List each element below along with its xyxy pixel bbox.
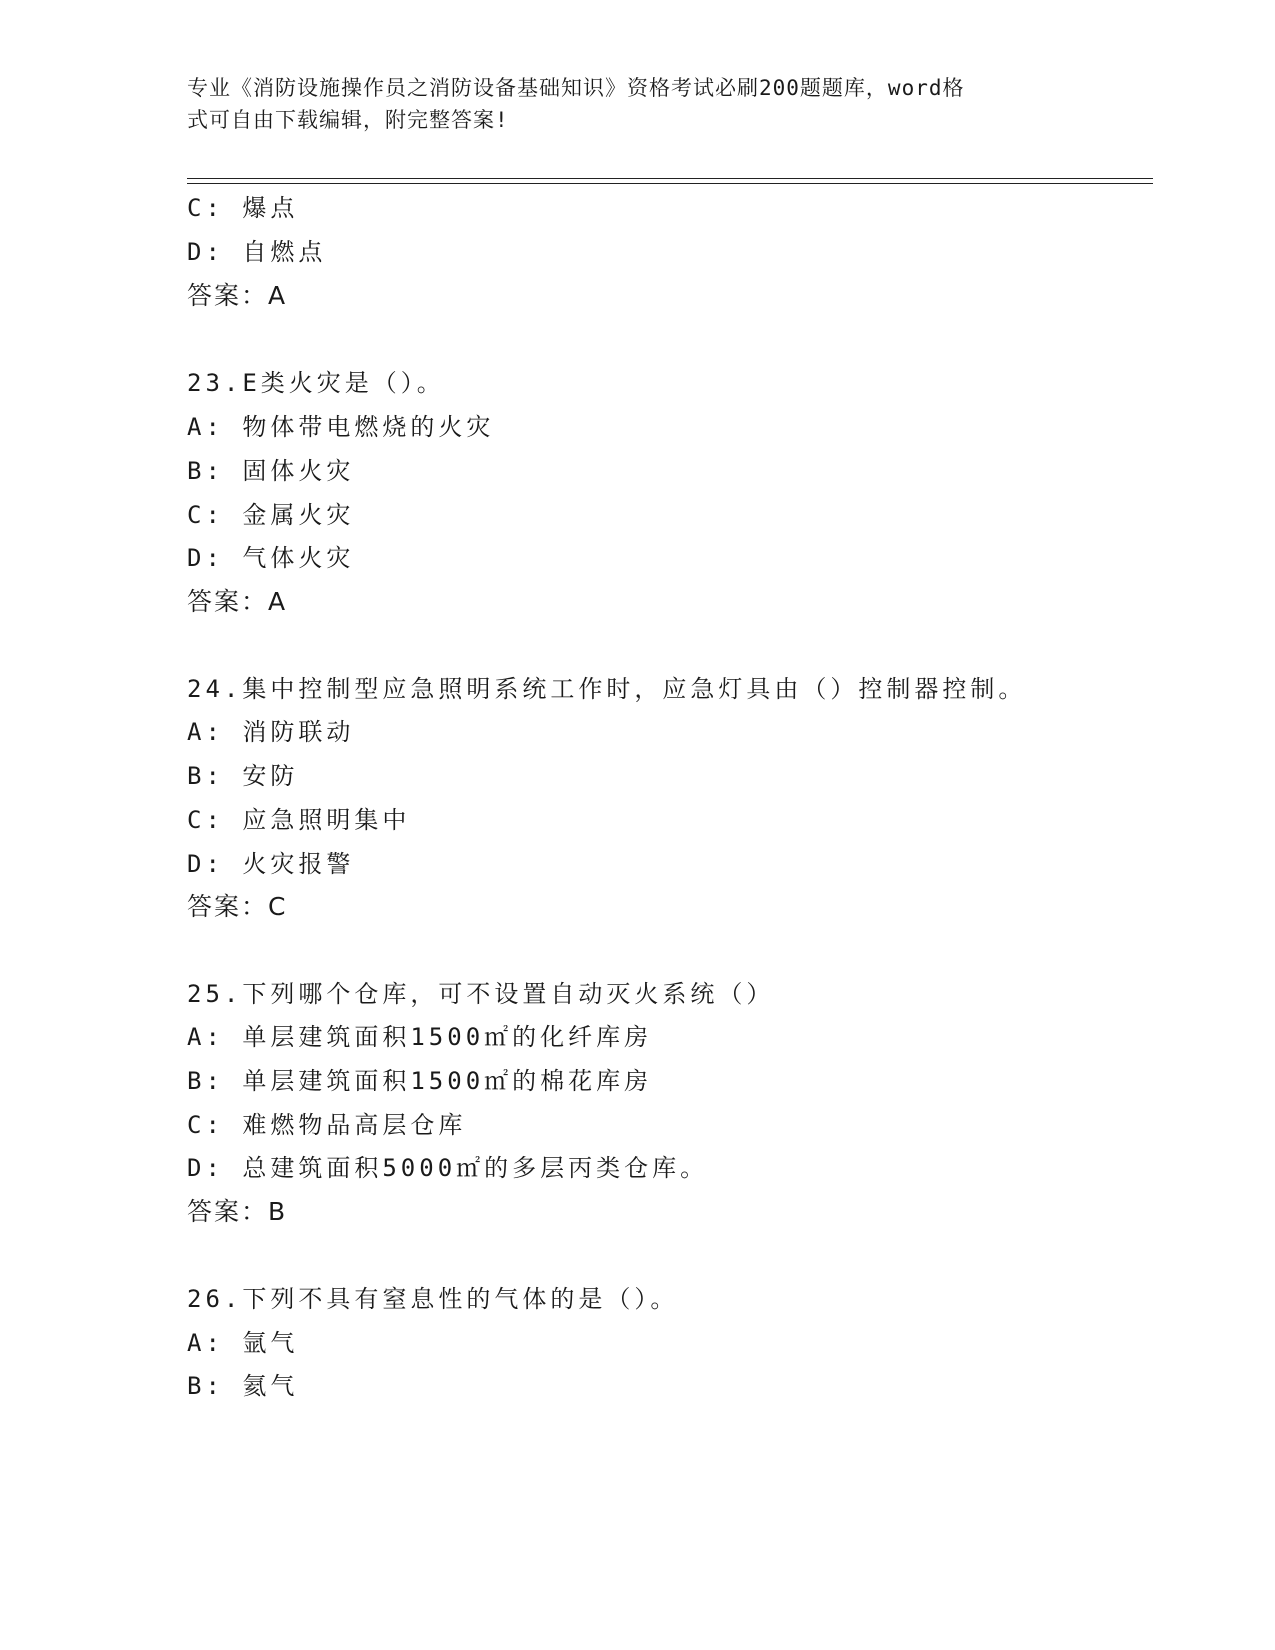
question-26-stem: 26.下列不具有窒息性的气体的是（）。: [187, 1285, 679, 1313]
question-23-answer: 答案：A: [187, 587, 288, 616]
header-divider-top: [187, 178, 1153, 179]
prev-option-c: C: 爆点: [187, 194, 299, 222]
question-24-option-d: D: 火灾报警: [187, 850, 355, 878]
question-25-option-d: D: 总建筑面积5000㎡的多层丙类仓库。: [187, 1154, 709, 1182]
question-24-stem: 24.集中控制型应急照明系统工作时，应急灯具由（）控制器控制。: [187, 675, 1027, 703]
question-25-option-a: A: 单层建筑面积1500㎡的化纤库房: [187, 1023, 653, 1051]
header-line-1: 专业《消防设施操作员之消防设备基础知识》资格考试必刷200题题库，word格: [187, 76, 965, 100]
question-25-option-c: C: 难燃物品高层仓库: [187, 1111, 467, 1139]
question-25-option-b: B: 单层建筑面积1500㎡的棉花库房: [187, 1067, 653, 1095]
header-divider-bottom: [187, 183, 1153, 184]
question-23-option-b: B: 固体火灾: [187, 457, 355, 485]
question-24-option-c: C: 应急照明集中: [187, 806, 411, 834]
question-26-option-b: B: 氦气: [187, 1372, 299, 1400]
header-line-2: 式可自由下载编辑，附完整答案!: [187, 108, 509, 132]
question-24-option-a: A: 消防联动: [187, 718, 355, 746]
question-23-stem: 23.E类火灾是（）。: [187, 369, 445, 397]
question-25-stem: 25.下列哪个仓库，可不设置自动灭火系统（）: [187, 980, 775, 1008]
question-24-option-b: B: 安防: [187, 762, 299, 790]
question-24-answer: 答案：C: [187, 892, 288, 921]
question-23-option-a: A: 物体带电燃烧的火灾: [187, 413, 495, 441]
document-header: [187, 72, 1067, 136]
question-26-option-a: A: 氩气: [187, 1329, 299, 1357]
question-23-option-d: D: 气体火灾: [187, 544, 355, 572]
question-23-option-c: C: 金属火灾: [187, 501, 355, 529]
question-25-answer: 答案：B: [187, 1197, 288, 1226]
prev-answer: 答案：A: [187, 281, 288, 310]
prev-option-d: D: 自燃点: [187, 238, 327, 266]
